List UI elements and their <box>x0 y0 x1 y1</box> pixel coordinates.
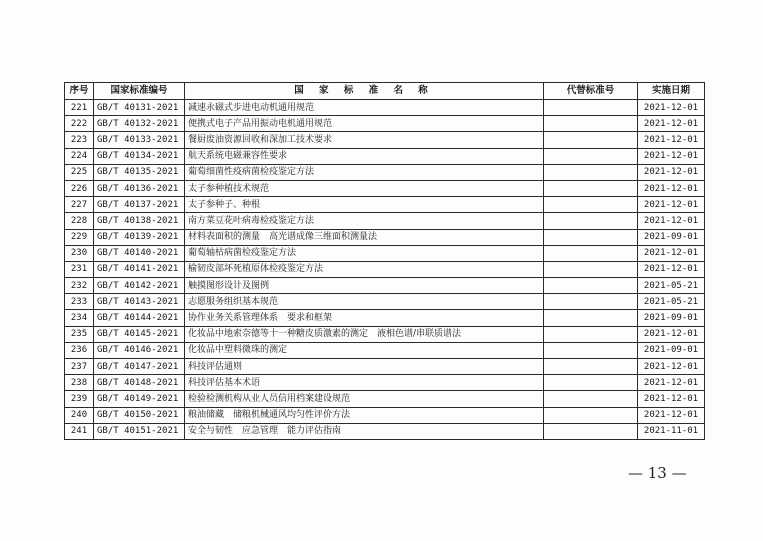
row-standard-title: 安全与韧性 应急管理 能力评估指南 <box>185 423 544 439</box>
row-seq: 226 <box>65 180 94 196</box>
row-standard-title: 太子参种植技术规范 <box>185 180 544 196</box>
table-row <box>65 342 705 358</box>
table-row <box>65 278 705 294</box>
row-replaced-code <box>544 359 638 375</box>
row-effective-date: 2021-12-01 <box>638 245 705 261</box>
row-standard-code: GB/T 40135-2021 <box>94 164 185 180</box>
row-seq: 233 <box>65 294 94 310</box>
row-effective-date: 2021-05-21 <box>638 294 705 310</box>
row-seq: 227 <box>65 197 94 213</box>
row-standard-code: GB/T 40148-2021 <box>94 375 185 391</box>
row-seq: 228 <box>65 213 94 229</box>
row-seq: 240 <box>65 407 94 423</box>
row-standard-title: 粮油储藏 储粮机械通风均匀性评价方法 <box>185 407 544 423</box>
header-replaced: 代替标准号 <box>544 83 638 100</box>
row-replaced-code <box>544 148 638 164</box>
row-effective-date: 2021-12-01 <box>638 148 705 164</box>
table-row <box>65 407 705 423</box>
row-seq: 229 <box>65 229 94 245</box>
row-replaced-code <box>544 342 638 358</box>
row-effective-date: 2021-09-01 <box>638 229 705 245</box>
row-standard-code: GB/T 40142-2021 <box>94 278 185 294</box>
row-standard-code: GB/T 40145-2021 <box>94 326 185 342</box>
row-standard-title: 减速永磁式步进电动机通用规范 <box>185 100 544 116</box>
header-seq: 序号 <box>65 83 94 100</box>
row-standard-code: GB/T 40150-2021 <box>94 407 185 423</box>
table-row <box>65 310 705 326</box>
table-row <box>65 116 705 132</box>
row-replaced-code <box>544 261 638 277</box>
row-standard-code: GB/T 40143-2021 <box>94 294 185 310</box>
row-seq: 235 <box>65 326 94 342</box>
row-standard-code: GB/T 40131-2021 <box>94 100 185 116</box>
row-replaced-code <box>544 278 638 294</box>
row-replaced-code <box>544 375 638 391</box>
row-effective-date: 2021-12-01 <box>638 100 705 116</box>
row-effective-date: 2021-12-01 <box>638 375 705 391</box>
table-row <box>65 423 705 439</box>
row-replaced-code <box>544 310 638 326</box>
row-standard-code: GB/T 40132-2021 <box>94 116 185 132</box>
row-replaced-code <box>544 391 638 407</box>
page-number: — 13 — <box>628 464 687 482</box>
row-standard-title: 南方菜豆花叶病毒检疫鉴定方法 <box>185 213 544 229</box>
table-header-row <box>65 83 705 100</box>
row-standard-title: 化妆品中地索奈德等十一种糖皮质激素的测定 液相色谱/串联质谱法 <box>185 326 544 342</box>
row-standard-title: 化妆品中塑料微珠的测定 <box>185 342 544 358</box>
header-title: 国 家 标 准 名 称 <box>185 83 544 100</box>
table-body <box>65 100 705 440</box>
row-seq: 241 <box>65 423 94 439</box>
row-replaced-code <box>544 100 638 116</box>
row-effective-date: 2021-12-01 <box>638 359 705 375</box>
row-replaced-code <box>544 132 638 148</box>
row-standard-code: GB/T 40139-2021 <box>94 229 185 245</box>
row-effective-date: 2021-12-01 <box>638 407 705 423</box>
row-replaced-code <box>544 407 638 423</box>
table-row <box>65 197 705 213</box>
row-standard-title: 航天系统电磁兼容性要求 <box>185 148 544 164</box>
row-standard-code: GB/T 40149-2021 <box>94 391 185 407</box>
row-effective-date: 2021-12-01 <box>638 197 705 213</box>
row-standard-code: GB/T 40141-2021 <box>94 261 185 277</box>
row-standard-title: 协作业务关系管理体系 要求和框架 <box>185 310 544 326</box>
row-standard-code: GB/T 40134-2021 <box>94 148 185 164</box>
row-replaced-code <box>544 116 638 132</box>
row-effective-date: 2021-11-01 <box>638 423 705 439</box>
table-row <box>65 391 705 407</box>
row-replaced-code <box>544 245 638 261</box>
row-standard-code: GB/T 40151-2021 <box>94 423 185 439</box>
row-effective-date: 2021-12-01 <box>638 180 705 196</box>
row-seq: 234 <box>65 310 94 326</box>
standards-table <box>64 82 705 440</box>
row-seq: 238 <box>65 375 94 391</box>
row-seq: 239 <box>65 391 94 407</box>
table-row <box>65 213 705 229</box>
row-standard-title: 科技评估基本术语 <box>185 375 544 391</box>
row-replaced-code <box>544 213 638 229</box>
table-row <box>65 132 705 148</box>
table-row <box>65 375 705 391</box>
row-replaced-code <box>544 326 638 342</box>
table-row <box>65 100 705 116</box>
row-seq: 230 <box>65 245 94 261</box>
table-row <box>65 261 705 277</box>
row-effective-date: 2021-12-01 <box>638 213 705 229</box>
row-effective-date: 2021-09-01 <box>638 342 705 358</box>
row-seq: 236 <box>65 342 94 358</box>
row-standard-code: GB/T 40144-2021 <box>94 310 185 326</box>
row-standard-title: 便携式电子产品用振动电机通用规范 <box>185 116 544 132</box>
row-effective-date: 2021-05-21 <box>638 278 705 294</box>
row-standard-code: GB/T 40133-2021 <box>94 132 185 148</box>
table-row <box>65 164 705 180</box>
table-row <box>65 148 705 164</box>
row-seq: 223 <box>65 132 94 148</box>
row-effective-date: 2021-12-01 <box>638 261 705 277</box>
row-standard-code: GB/T 40138-2021 <box>94 213 185 229</box>
row-seq: 237 <box>65 359 94 375</box>
row-seq: 225 <box>65 164 94 180</box>
row-replaced-code <box>544 164 638 180</box>
row-standard-title: 榆韧皮部坏死植原体检疫鉴定方法 <box>185 261 544 277</box>
row-standard-title: 太子参种子、种根 <box>185 197 544 213</box>
row-effective-date: 2021-09-01 <box>638 310 705 326</box>
header-date: 实施日期 <box>638 83 705 100</box>
row-standard-title: 触摸图形设计及图例 <box>185 278 544 294</box>
row-effective-date: 2021-12-01 <box>638 116 705 132</box>
row-standard-title: 志愿服务组织基本规范 <box>185 294 544 310</box>
row-effective-date: 2021-12-01 <box>638 326 705 342</box>
row-standard-code: GB/T 40137-2021 <box>94 197 185 213</box>
row-standard-code: GB/T 40140-2021 <box>94 245 185 261</box>
row-effective-date: 2021-12-01 <box>638 391 705 407</box>
table-row <box>65 294 705 310</box>
table-row <box>65 359 705 375</box>
row-seq: 222 <box>65 116 94 132</box>
table-row <box>65 180 705 196</box>
table-row <box>65 326 705 342</box>
row-replaced-code <box>544 294 638 310</box>
row-standard-title: 检验检测机构从业人员信用档案建设规范 <box>185 391 544 407</box>
row-standard-title: 材料表面积的测量 高光谱成像三维面积测量法 <box>185 229 544 245</box>
row-standard-title: 科技评估通则 <box>185 359 544 375</box>
table-row <box>65 229 705 245</box>
row-effective-date: 2021-12-01 <box>638 164 705 180</box>
row-standard-title: 葡萄轴枯病菌检疫鉴定方法 <box>185 245 544 261</box>
row-replaced-code <box>544 423 638 439</box>
row-replaced-code <box>544 197 638 213</box>
row-seq: 231 <box>65 261 94 277</box>
row-standard-code: GB/T 40136-2021 <box>94 180 185 196</box>
row-seq: 221 <box>65 100 94 116</box>
row-seq: 224 <box>65 148 94 164</box>
row-standard-title: 餐厨废油资源回收和深加工技术要求 <box>185 132 544 148</box>
row-effective-date: 2021-12-01 <box>638 132 705 148</box>
row-seq: 232 <box>65 278 94 294</box>
row-standard-title: 葡萄细菌性疫病菌检疫鉴定方法 <box>185 164 544 180</box>
row-standard-code: GB/T 40146-2021 <box>94 342 185 358</box>
row-replaced-code <box>544 229 638 245</box>
header-code: 国家标准编号 <box>94 83 185 100</box>
row-standard-code: GB/T 40147-2021 <box>94 359 185 375</box>
table-row <box>65 245 705 261</box>
row-replaced-code <box>544 180 638 196</box>
